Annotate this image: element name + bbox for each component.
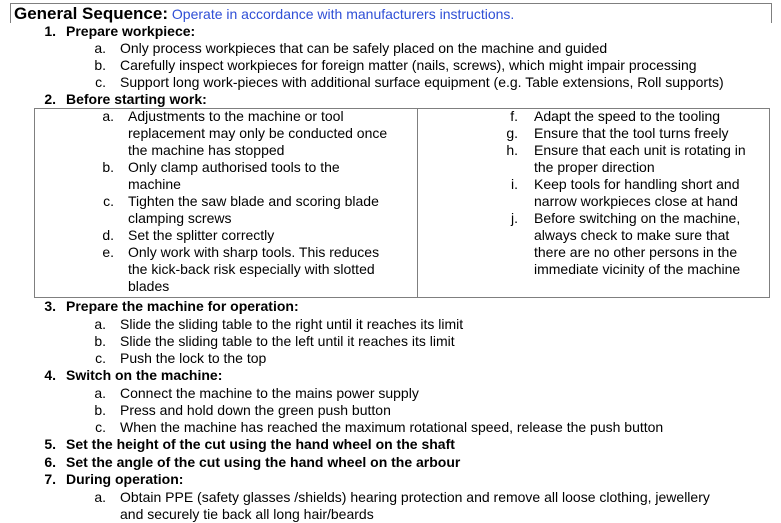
item-letter: a. — [94, 489, 106, 505]
item-letter: a. — [94, 385, 106, 401]
step-number: 6. — [44, 454, 56, 470]
item-text: When the machine has reached the maximum rotational speed, release the push button — [120, 419, 664, 435]
item-text: Keep tools for handling short and narrow workpieces close at hand — [534, 176, 740, 209]
item-text: Only process workpieces that can be safely placed on the machine and guided — [120, 40, 608, 56]
item-letter: g. — [506, 125, 518, 141]
item-letter: a. — [102, 108, 114, 124]
header-subtitle: Operate in accordance with manufacturers instructions. — [171, 6, 515, 22]
item-letter: d. — [102, 227, 114, 243]
item-text: Ensure that each unit is rotating in the proper direction — [534, 142, 746, 175]
item-letter: c. — [103, 193, 114, 209]
item-letter: e. — [102, 244, 114, 260]
item-letter: c. — [95, 350, 106, 366]
item-text: Slide the sliding table to the right until it reaches its limit — [120, 316, 464, 332]
header-title: General Sequence: — [14, 4, 169, 23]
item-text: Push the lock to the top — [120, 350, 267, 366]
step-number: 2. — [44, 91, 56, 107]
item-text: Before switching on the machine, always check to make sure that there are no other persons in the immediate vicinity of the machine — [534, 210, 741, 277]
item-text: Adapt the speed to the tooling — [534, 108, 721, 124]
item-letter: h. — [506, 142, 518, 158]
step-number: 5. — [44, 436, 56, 452]
step-number: 4. — [44, 367, 56, 383]
section-header — [10, 3, 772, 23]
item-letter: b. — [94, 57, 106, 73]
item-letter: c. — [95, 74, 106, 90]
item-text: Support long work-pieces with additional surface equipment (e.g. Table extensions, Roll supports) — [120, 74, 724, 90]
step-title: During operation: — [66, 471, 184, 487]
step-title: Set the height of the cut using the hand wheel on the shaft — [66, 436, 455, 452]
item-text: Press and hold down the green push button — [120, 402, 391, 418]
item-letter: i. — [511, 176, 518, 192]
step-title: Prepare workpiece: — [66, 23, 196, 39]
step-number: 1. — [44, 23, 56, 39]
item-text: Adjustments to the machine or tool replacement may only be conducted once the machine has stopped — [128, 108, 388, 158]
item-text: Set the splitter correctly — [128, 227, 275, 243]
step-number: 7. — [44, 471, 56, 487]
item-letter: j. — [511, 210, 518, 226]
item-letter: a. — [94, 316, 106, 332]
item-letter: f. — [510, 108, 518, 124]
step-title: Prepare the machine for operation: — [66, 298, 299, 314]
item-text: Only clamp authorised tools to the machine — [128, 159, 340, 192]
item-text: Carefully inspect workpieces for foreign matter (nails, screws), which might impair processing — [120, 57, 697, 73]
step-title: Switch on the machine: — [66, 367, 223, 383]
item-text: Obtain PPE (safety glasses /shields) hearing protection and remove all loose clothing, jewellery and securely tie back all long hair/beards — [120, 489, 710, 522]
item-letter: b. — [94, 333, 106, 349]
step-number: 3. — [44, 298, 56, 314]
step-title: Set the angle of the cut using the hand wheel on the arbour — [66, 454, 461, 470]
item-letter: c. — [95, 419, 106, 435]
item-letter: b. — [94, 402, 106, 418]
item-text: Only work with sharp tools. This reduces the kick-back risk especially with slotted blades — [128, 244, 380, 294]
item-text: Slide the sliding table to the left until it reaches its limit — [120, 333, 455, 349]
item-text: Tighten the saw blade and scoring blade clamping screws — [128, 193, 379, 226]
step-title: Before starting work: — [66, 91, 207, 107]
item-letter: a. — [94, 40, 106, 56]
item-text: Connect the machine to the mains power supply — [120, 385, 419, 401]
item-text: Ensure that the tool turns freely — [534, 125, 729, 141]
item-letter: b. — [102, 159, 114, 175]
